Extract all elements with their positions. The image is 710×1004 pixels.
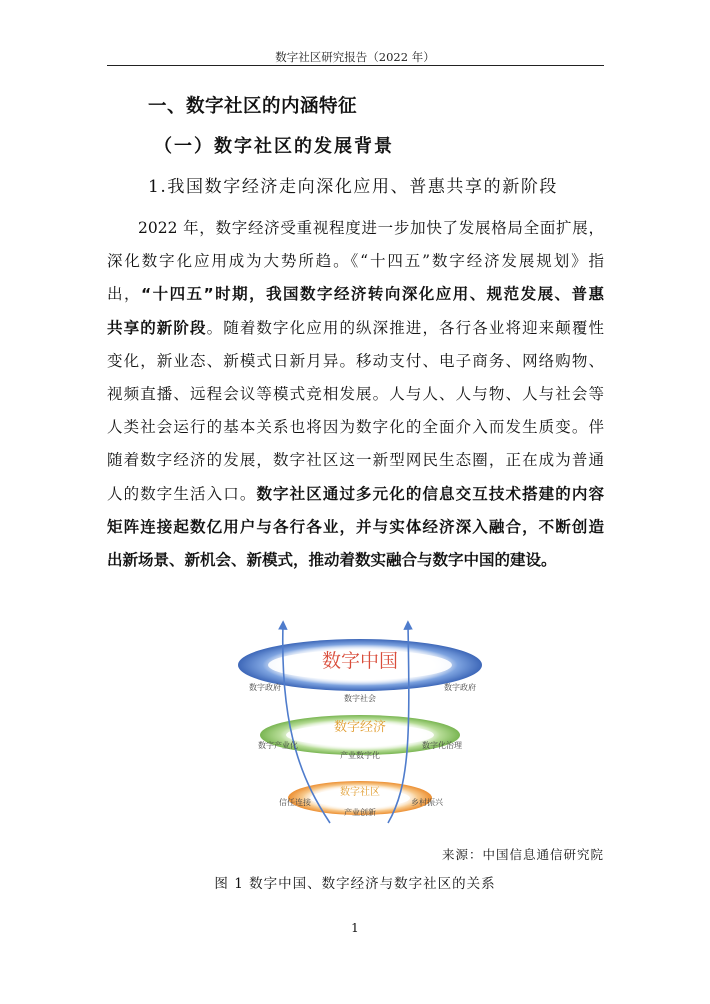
line-text: 深化数字化应用成为大势所趋。《“十四五”数字经济发展规划》指: [107, 252, 604, 271]
paragraph-line: [107, 478, 604, 511]
paragraph-line: [107, 378, 604, 411]
relationship-figure: [210, 615, 510, 835]
line-text: 出，: [107, 285, 141, 304]
paragraph-line: [107, 444, 604, 477]
bold-text: 矩阵连接起数亿用户与各行各业，并与实体经济深入融合，不断创造: [107, 517, 604, 536]
ring-label-top-right: 数字政府: [444, 683, 476, 692]
bold-text: “十四五”时期，我国数字经济转向深化应用、规范发展、普惠: [140, 285, 604, 304]
section-heading-2: （一）数字社区的发展背景: [154, 136, 394, 157]
bold-text: 共享的新阶段: [107, 318, 207, 337]
running-header: 数字社区研究报告（2022 年）: [275, 50, 435, 64]
ring-title-top: 数字中国: [321, 650, 399, 672]
line-text: 随着数字经济的发展，数字社区这一新型网民生态圈，正在成为普通: [107, 451, 604, 470]
ring-label-mid-right: 数字化治理: [422, 741, 462, 750]
paragraph-line: [107, 411, 604, 444]
figure-caption: 图 1 数字中国、数字经济与数字社区的关系: [214, 876, 496, 892]
line-text: 视频直播、远程会议等模式竞相发展。人与人、人与物、人与社会等: [107, 385, 604, 404]
line-text: 人类社会运行的基本关系也将因为数字化的全面介入而发生质变。伴: [107, 418, 604, 437]
line-text: 人的数字生活入口。: [107, 484, 257, 503]
line-text: 变化，新业态、新模式日新月异。移动支付、电子商务、网络购物、: [107, 351, 604, 370]
ring-label-low-right: 乡村振兴: [411, 798, 443, 807]
ring-label-top-left: 数字政府: [249, 683, 281, 692]
bold-text: 出新场景、新机会、新模式，推动着数实融合与数字中国的建设。: [107, 551, 557, 570]
ring-label-low-left: 信任连接: [279, 798, 311, 807]
ring-label-mid-left: 数字产业化: [258, 741, 298, 750]
figure-source: 来源：中国信息通信研究院: [441, 847, 604, 862]
ring-title-mid: 数字经济: [333, 720, 387, 735]
ring-label-top-bottom: 数字社会: [344, 694, 376, 703]
section-heading-1: 一、数字社区的内涵特征: [148, 96, 358, 117]
paragraph-line: [107, 544, 604, 577]
header-rule: [107, 65, 604, 66]
paragraph-line: [107, 278, 604, 311]
ring-label-mid-bottom: 产业数字化: [340, 751, 380, 760]
section-heading-3: 1.我国数字经济走向深化应用、普惠共享的新阶段: [148, 177, 559, 197]
line-text: 2022 年，数字经济受重视程度进一步加快了发展格局全面扩展，: [138, 219, 604, 237]
paragraph-line: [107, 245, 604, 278]
ring-title-low: 数字社区: [340, 787, 380, 798]
line-text: 。随着数字化应用的纵深推进，各行各业将迎来颠覆性: [206, 318, 604, 337]
bold-text: 数字社区通过多元化的信息交互技术搭建的内容: [256, 484, 604, 503]
body-paragraph: [107, 212, 604, 577]
page-number: 1: [351, 921, 359, 935]
ring-label-low-bottom: 产业创新: [344, 808, 376, 817]
paragraph-line: [107, 312, 604, 345]
paragraph-line: [107, 511, 604, 544]
paragraph-line: [107, 345, 604, 378]
paragraph-line: [107, 212, 604, 245]
